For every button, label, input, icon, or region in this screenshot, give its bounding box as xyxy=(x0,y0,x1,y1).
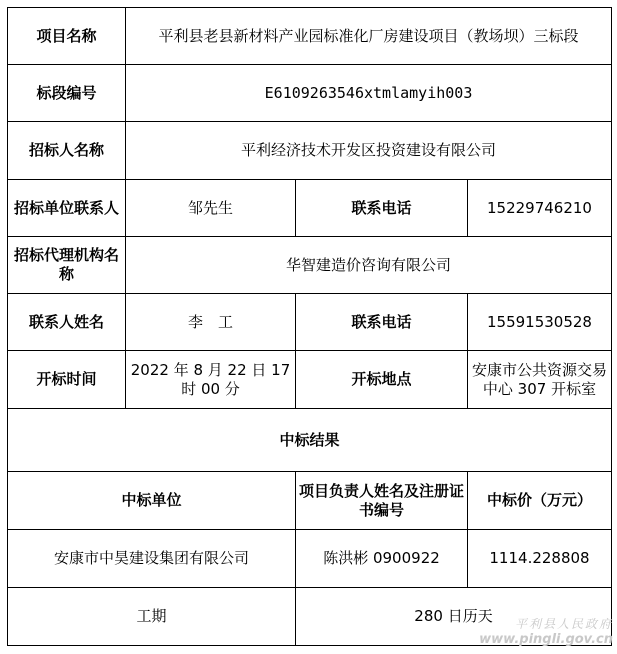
row-result-header xyxy=(8,472,612,530)
watermark-url: www.pingli.gov.cn xyxy=(479,632,613,647)
row-opening xyxy=(8,351,612,409)
opening-time-label: 开标时间 xyxy=(8,351,126,409)
row-tenderer xyxy=(8,122,612,180)
agency-phone-value: 15591530528 xyxy=(468,294,612,351)
project-name-label: 项目名称 xyxy=(8,8,126,65)
opening-place-label: 开标地点 xyxy=(296,351,468,409)
tenderer-contact-value: 邹先生 xyxy=(126,180,296,237)
tenderer-label: 招标人名称 xyxy=(8,122,126,180)
project-name-value: 平利县老县新材料产业园标准化厂房建设项目（教场坝）三标段 xyxy=(126,8,612,65)
agency-contact-label: 联系人姓名 xyxy=(8,294,126,351)
winning-unit: 安康市中昊建设集团有限公司 xyxy=(8,530,296,588)
section-no-value: E6109263546xtmlamyih003 xyxy=(126,65,612,122)
opening-time-value: 2022 年 8 月 22 日 17 时 00 分 xyxy=(126,351,296,409)
row-agency-contact xyxy=(8,294,612,351)
result-title: 中标结果 xyxy=(8,409,612,472)
winning-price: 1114.228808 xyxy=(468,530,612,588)
row-result-data xyxy=(8,530,612,588)
watermark-site-name: 平利县人民政府 xyxy=(514,617,613,631)
section-no-label: 标段编号 xyxy=(8,65,126,122)
row-period xyxy=(8,588,612,646)
agency-contact-value: 李 工 xyxy=(126,294,296,351)
tenderer-contact-label: 招标单位联系人 xyxy=(8,180,126,237)
agency-phone-label: 联系电话 xyxy=(296,294,468,351)
agency-label: 招标代理机构名称 xyxy=(8,237,126,294)
row-tenderer-contact xyxy=(8,180,612,237)
row-agency xyxy=(8,237,612,294)
opening-place-value: 安康市公共资源交易中心 307 开标室 xyxy=(468,351,612,409)
row-result-title xyxy=(8,409,612,472)
col-header-manager: 项目负责人姓名及注册证书编号 xyxy=(296,472,468,530)
project-manager: 陈洪彬 0900922 xyxy=(296,530,468,588)
agency-value: 华智建造价咨询有限公司 xyxy=(126,237,612,294)
col-header-unit: 中标单位 xyxy=(8,472,296,530)
period-label: 工期 xyxy=(8,588,296,646)
col-header-price: 中标价（万元） xyxy=(468,472,612,530)
row-project-name xyxy=(8,8,612,65)
tenderer-value: 平利经济技术开发区投资建设有限公司 xyxy=(126,122,612,180)
tenderer-phone-label: 联系电话 xyxy=(296,180,468,237)
bid-result-table xyxy=(7,7,612,646)
row-section-no xyxy=(8,65,612,122)
period-value: 280 日历天 xyxy=(296,588,612,646)
tenderer-phone-value: 15229746210 xyxy=(468,180,612,237)
